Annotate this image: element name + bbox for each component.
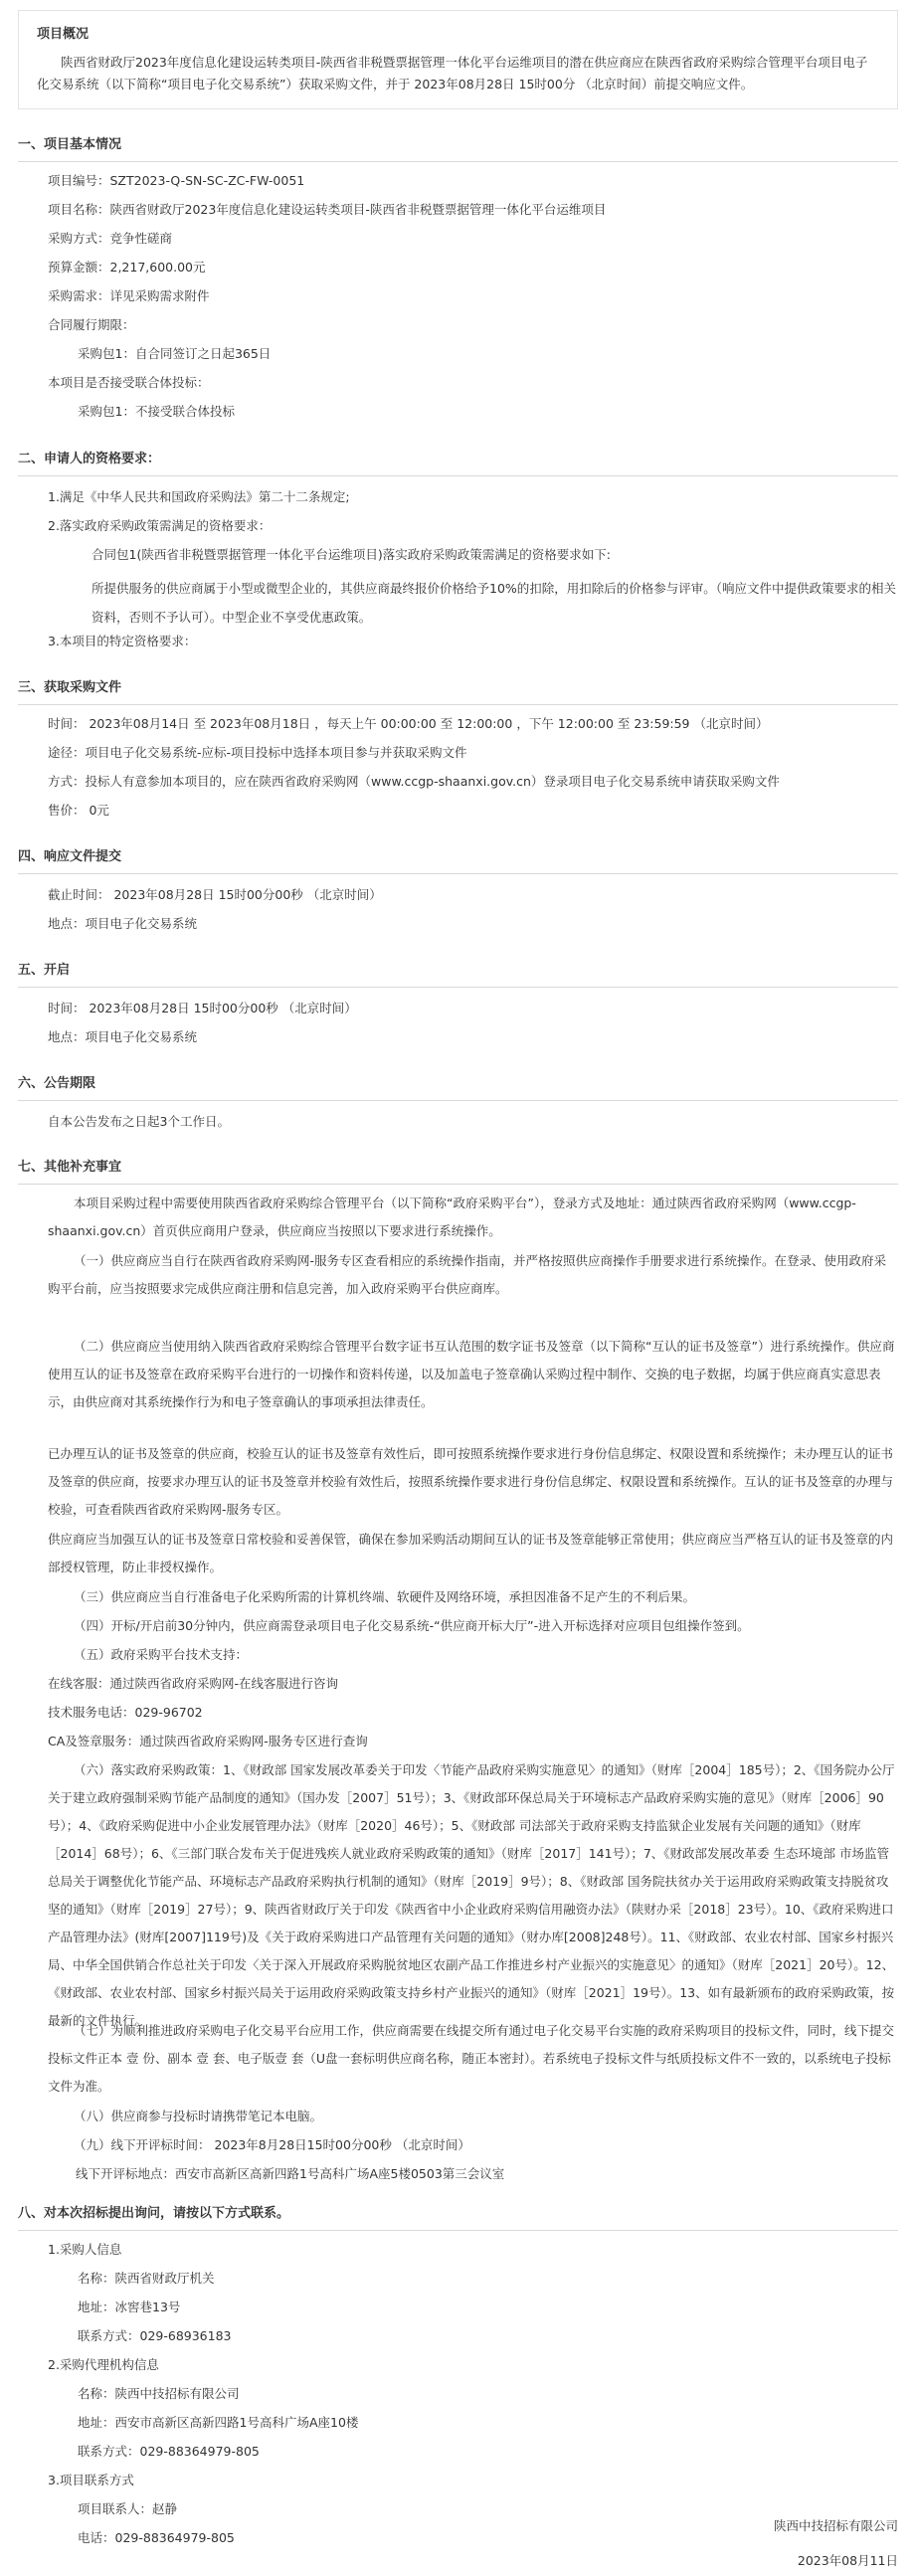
project-contact-phone: 电话：029-88364979-805 <box>78 2530 235 2545</box>
section-title: 七、其他补充事宜 <box>18 1160 122 1175</box>
supplementary-item-4: （四）开标/开启前30分钟内，供应商需登录项目电子化交易系统-“供应商开标大厅”-进入开标选择对应项目包组操作签到。 <box>74 1618 750 1633</box>
section-obtain-docs-header <box>18 678 898 705</box>
agency-name: 名称：陕西中技招标有限公司 <box>78 2386 240 2401</box>
qualification-policy: 所提供服务的供应商属于小型或微型企业的，其供应商最终报价价格给予10%的扣除，用扣除后的价格参与评审。（响应文件中提供政策要求的相关资料，否则不予认可）。中型企业不享受优惠政策。 <box>92 581 897 625</box>
procurement-needs: 采购需求：详见采购需求附件 <box>48 288 210 303</box>
section-title: 五、开启 <box>18 963 71 978</box>
opening-time: 时间： 2023年08月28日 15时00分00秒 （北京时间） <box>48 1001 357 1015</box>
footer-org: 陕西中技招标有限公司 <box>773 2518 898 2533</box>
section-divider <box>18 1100 898 1101</box>
purchaser-name: 名称：陕西省财政厅机关 <box>78 2271 215 2286</box>
contract-period-label: 合同履行期限： <box>48 317 135 332</box>
section-contact-header <box>18 2204 898 2231</box>
section-opening-header <box>18 961 898 988</box>
section-divider <box>18 987 898 988</box>
consortium-label: 本项目是否接受联合体投标： <box>48 375 210 390</box>
supplementary-ca-management: 供应商应当加强互认的证书及签章日常校验和妥善保管，确保在参加采购活动期间互认的证书及签章能够正常使用；供应商应当严格互认的证书及签章的内部授权管理，防止非授权操作。 <box>48 1532 894 1574</box>
project-contact-label: 3.项目联系方式 <box>48 2473 134 2487</box>
online-service: 在线客服：通过陕西省政府采购网-在线客服进行咨询 <box>48 1676 339 1691</box>
section-title: 三、获取采购文件 <box>18 680 122 695</box>
overview-title: 项目概况 <box>37 27 90 42</box>
supplementary-item-5: （五）政府采购平台技术支持： <box>74 1647 249 1662</box>
offline-opening-location: 线下开评标地点：西安市高新区高新四路1号高科广场A座5楼0503第三会议室 <box>76 2166 505 2181</box>
qualification-package-1: 合同包1(陕西省非税暨票据管理一体化平台运维项目)落实政府采购政策需满足的资格要求如下: <box>92 547 611 562</box>
tech-support-phone: 技术服务电话：029-96702 <box>48 1705 203 1720</box>
section-divider <box>18 1184 898 1185</box>
section-divider <box>18 704 898 705</box>
section-title: 四、响应文件提交 <box>18 849 122 864</box>
supplementary-item-9: （九）线下开评标时间： 2023年8月28日15时00分00秒 （北京时间） <box>74 2137 470 2152</box>
purchaser-address: 地址：冰窖巷13号 <box>78 2300 181 2314</box>
supplementary-certificate-note: 已办理互认的证书及签章的供应商，校验互认的证书及签章有效性后，即可按照系统操作要求进行身份信息绑定、权限设置和系统操作；未办理互认的证书及签章的供应商，按要求办理互认的证书及签章并校验有效性后，按照系统操作要求进行身份信息绑定、权限设置和系统操作。互认的证书及签章的办理与校验，可查看陕西省政府采购网-服务专区。 <box>48 1446 894 1517</box>
qualification-item-3: 3.本项目的特定资格要求： <box>48 634 197 648</box>
project-contact-person: 项目联系人：赵静 <box>78 2501 178 2516</box>
supplementary-item-1: （一）供应商应当自行在陕西省政府采购网-服务专区查看相应的系统操作指南，并严格按照供应商操作手册要求进行系统操作。在登录、使用政府采购平台前，应当按照要求完成供应商注册和信息完善，加入政府采购平台供应商库。 <box>48 1253 887 1296</box>
section-basic-info-header <box>18 135 898 162</box>
section-submission-header <box>18 847 898 874</box>
section-divider <box>18 873 898 874</box>
footer-date: 2023年08月11日 <box>797 2553 898 2568</box>
procurement-method: 采购方式：竞争性磋商 <box>48 231 173 246</box>
section-title: 一、项目基本情况 <box>18 137 122 152</box>
project-number: 项目编号：SZT2023-Q-SN-SC-ZC-FW-0051 <box>48 173 305 188</box>
section-notice-period-header <box>18 1074 898 1101</box>
section-divider <box>18 475 898 476</box>
obtain-time: 时间： 2023年08月14日 至 2023年08月18日 ，每天上午 00:00:00 至 12:00:00 ，下午 12:00:00 至 23:59:59 （北京时间） <box>48 716 769 731</box>
obtain-channel: 途径：项目电子化交易系统-应标-项目投标中选择本项目参与并获取采购文件 <box>48 745 467 760</box>
overview-text: 陕西省财政厅2023年度信息化建设运转类项目-陕西省非税暨票据管理一体化平台运维项目的潜在供应商应在陕西省政府采购综合管理平台项目电子化交易系统（以下简称“项目电子化交易系统”）获取采购文件，并于 2023年08月28日 15时00分 （北京时间）前提交响应文件。 <box>37 55 868 92</box>
section-divider <box>18 2230 898 2231</box>
section-qualification-header <box>18 450 898 476</box>
budget-amount: 预算金额：2,217,600.00元 <box>48 260 206 275</box>
obtain-method: 方式：投标人有意参加本项目的，应在陕西省政府采购网（www.ccgp-shaanxi.gov.cn）登录项目电子化交易系统申请获取采购文件 <box>48 774 780 789</box>
notice-period: 自本公告发布之日起3个工作日。 <box>48 1114 230 1129</box>
submission-deadline: 截止时间： 2023年08月28日 15时00分00秒 （北京时间） <box>48 887 382 902</box>
qualification-item-2: 2.落实政府采购政策需满足的资格要求： <box>48 518 272 533</box>
supplementary-item-3: （三）供应商应当自行准备电子化采购所需的计算机终端、软硬件及网络环境，承担因准备不足产生的不利后果。 <box>74 1589 696 1604</box>
supplementary-item-2: （二）供应商应当使用纳入陕西省政府采购综合管理平台数字证书互认范围的数字证书及签章（以下简称“互认的证书及签章”）进行系统操作。供应商使用互认的证书及签章在政府采购平台进行的一切操作和资料传递，以及加盖电子签章确认采购过程中制作、交换的电子数据，均属于供应商真实意思表示，由供应商对其系统操作行为和电子签章确认的事项承担法律责任。 <box>48 1339 895 1409</box>
ca-service: CA及签章服务：通过陕西省政府采购网-服务专区进行查询 <box>48 1734 368 1748</box>
section-title: 六、公告期限 <box>18 1076 96 1091</box>
purchaser-contact: 联系方式：029-68936183 <box>78 2328 232 2343</box>
opening-location: 地点：项目电子化交易系统 <box>48 1029 198 1044</box>
section-divider <box>18 161 898 162</box>
section-supplementary-header <box>18 1158 898 1185</box>
submission-location: 地点：项目电子化交易系统 <box>48 916 198 931</box>
supplementary-item-7: （七）为顺利推进政府采购电子化交易平台应用工作，供应商需要在线提交所有通过电子化交易平台实施的政府采购项目的投标文件，同时，线下提交投标文件正本 壹 份、副本 壹 套、电子版壹 套（U盘一套标明供应商名称，随正本密封）。若系统电子投标文件与纸质投标文件不一致的，以系统电子投标文件为准。 <box>48 2023 895 2094</box>
contract-period-value: 采购包1：自合同签订之日起365日 <box>78 346 272 361</box>
supplementary-intro: 本项目采购过程中需要使用陕西省政府采购综合管理平台（以下简称“政府采购平台”），登录方式及地址：通过陕西省政府采购网（www.ccgp-shaanxi.gov.cn）首页供应商用户登录，供应商应当按照以下要求进行系统操作。 <box>48 1196 856 1238</box>
qualification-item-1: 1.满足《中华人民共和国政府采购法》第二十二条规定; <box>48 489 350 504</box>
section-title: 二、申请人的资格要求： <box>18 452 161 466</box>
supplementary-item-8: （八）供应商参与投标时请携带笔记本电脑。 <box>74 2109 323 2123</box>
supplementary-item-6-policies: （六）落实政府采购政策：1、《财政部 国家发展改革委关于印发〈节能产品政府采购实施意见〉的通知》（财库［2004］185号）；2、《国务院办公厅关于建立政府强制采购节能产品制度的通知》（国办发［2007］51号）；3、《财政部环保总局关于环境标志产品政府采购实施的意见》（财库［2006］90号）；4、《政府采购促进中小企业发展管理办法》（财库［2020］46号）；5、《财政部 司法部关于政府采购支持监狱企业发展有关问题的通知》（财库［2014］68号）；6、《三部门联合发布关于促进残疾人就业政府采购政策的通知》（财库［2017］141号）；7、《财政部发展改革委 生态环境部 市场监管总局关于调整优化节能产品、环境标志产品政府采购执行机制的通知》（财库［2019］9号）；8、《财政部 国务院扶贫办关于运用政府采购政策支持脱贫攻坚的通知》（财库［2019］27号）；9、陕西省财政厅关于印发《陕西省中小企业政府采购信用融资办法》（陕财办采［2018］23号）。10、《政府采购进口产品管理办法》(财库[2007]119号)及《关于政府采购进口产品管理有关问题的通知》（财办库[2008]248号）。11、《财政部、农业农村部、国家乡村振兴局、中华全国供销合作总社关于印发〈关于深入开展政府采购脱贫地区农副产品工作推进乡村产业振兴的实施意见〉的通知》（财库［2021］20号）。12、《财政部、农业农村部、国家乡村振兴局关于运用政府采购政策支持乡村产业振兴的通知》（财库［2021］19号）。13、如有最新颁布的政府采购政策，按最新的文件执行。 <box>48 1762 895 2028</box>
project-overview-box <box>18 10 898 109</box>
section-title: 八、对本次招标提出询问，请按以下方式联系。 <box>18 2206 290 2221</box>
consortium-value: 采购包1：不接受联合体投标 <box>78 404 235 419</box>
agency-contact: 联系方式：029-88364979-805 <box>78 2444 260 2459</box>
agency-info-label: 2.采购代理机构信息 <box>48 2357 159 2372</box>
agency-address: 地址：西安市高新区高新四路1号高科广场A座10楼 <box>78 2415 359 2430</box>
project-name: 项目名称：陕西省财政厅2023年度信息化建设运转类项目-陕西省非税暨票据管理一体化平台运维项目 <box>48 202 607 217</box>
purchaser-info-label: 1.采购人信息 <box>48 2242 122 2257</box>
obtain-price: 售价： 0元 <box>48 803 109 818</box>
